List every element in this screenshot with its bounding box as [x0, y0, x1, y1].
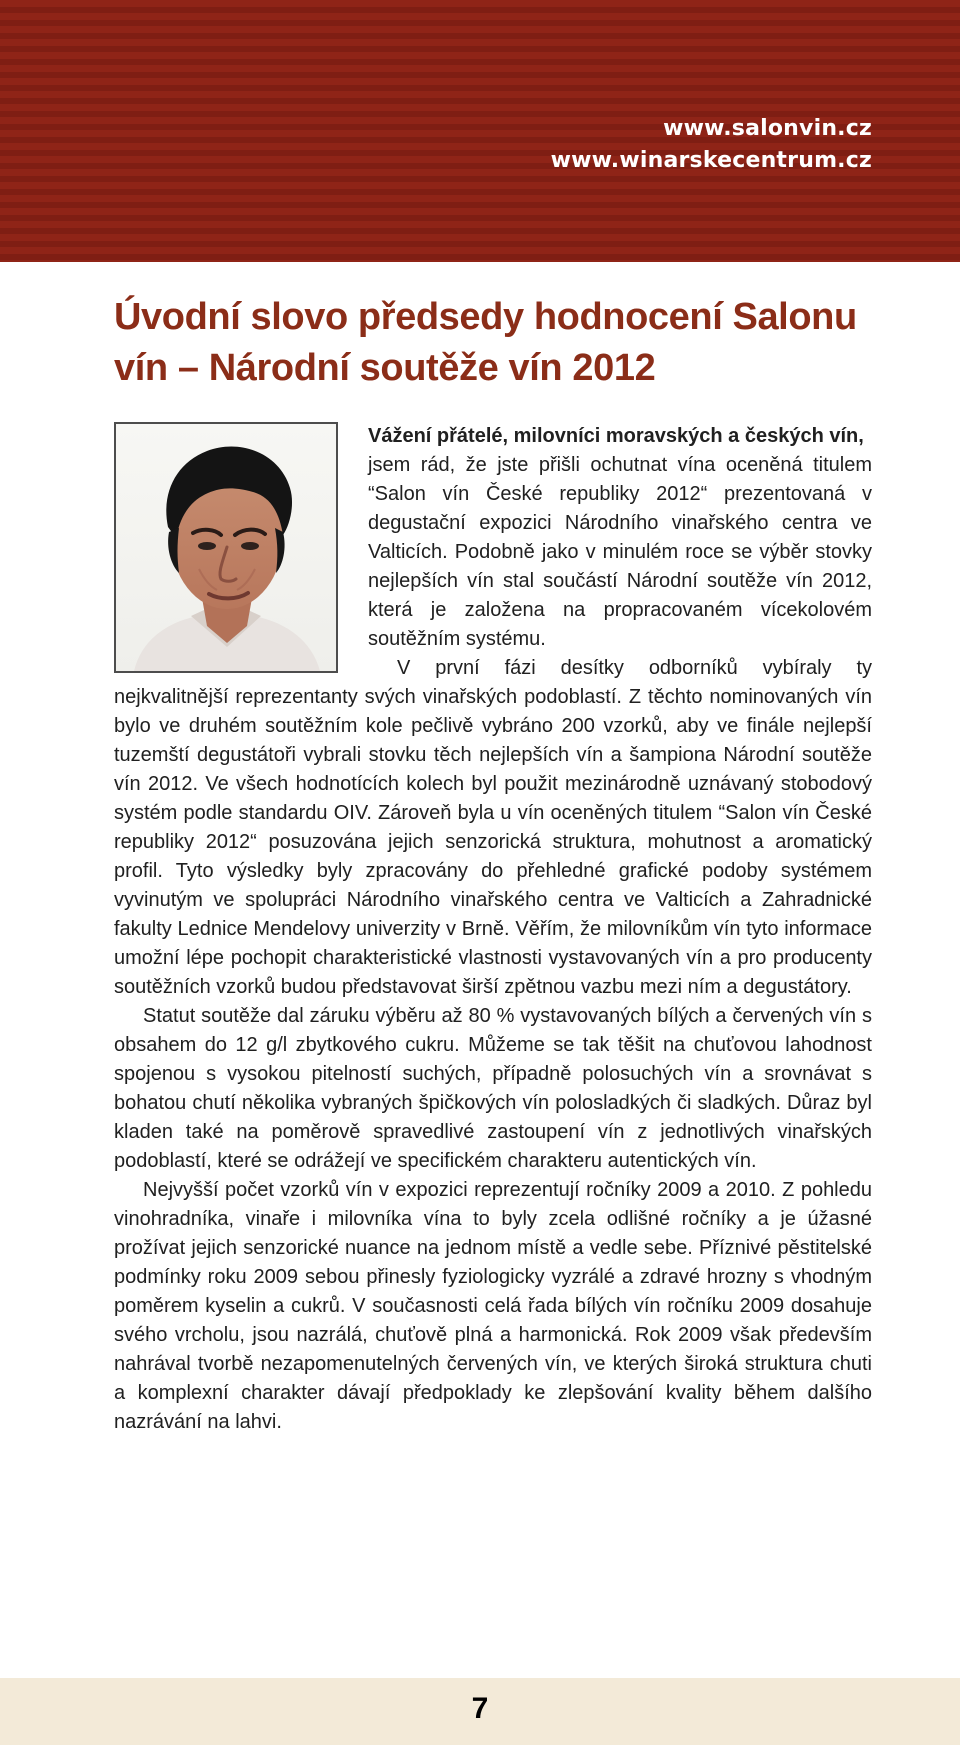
header-links — [551, 113, 872, 177]
photo-wrap-space — [114, 422, 340, 673]
page-title: Úvodní slovo předsedy hodnocení Salonu vín – Národní soutěže vín 2012 — [114, 296, 857, 389]
page-number: 7 — [471, 1692, 489, 1725]
paragraph-4: Nejvyšší počet vzorků vín v expozici reprezentují ročníky 2009 a 2010. Z pohledu vinohradníka, vinaře i milovníka vína to byly zcela odlišné ročníky a je úžasné prožívat jejich senzorické nuance na jednom místě a vedle sebe. Příznivé pěstitelské podmínky roku 2009 sebou přinesly fyziologicky vyzrálé a zdravé hrozny s vhodným poměrem kyselin a cukrů. V současnosti celá řada bílých vín ročníku 2009 dosahuje svého vrcholu, jsou nazrálá, chuťově plná a harmonická. Rok 2009 však především nahrával tvorbě nezapomenutelných červených vín, ve kterých široká struktura chuti a komplexní charakter dávají předpoklady ke zlepšování kvality během dalšího nazrávání na lahvi. — [114, 1179, 872, 1433]
paragraph-1: jsem rád, že jste přišli ochutnat vína oceněná titulem “Salon vín České republiky 2012“ prezentovaná v degustační expozici Národního vinařského centra ve Valticích. Podobně jako v minulém roce se výběr stovky nejlepších vín stal součástí Národní soutěže vín 2012, která je založena na propracovaném vícekolovém soutěžním systému. — [368, 454, 872, 650]
header-band — [0, 0, 960, 262]
greeting: Vážení přátelé, milovníci moravských a českých vín, — [368, 425, 864, 447]
salonvin-link[interactable]: www.salonvin.cz — [663, 116, 872, 141]
article-body — [114, 422, 872, 1437]
paragraph-2: V první fázi desítky odborníků vybíraly ty nejkvalitnější reprezentanty svých vinařských podoblastí. Z těchto nominovaných vín bylo ve druhém soutěžním kole pečlivě vybráno 200 vzorků, aby ve finále nejlepší tuzemští degustátoři vybrali stovku těch nejlepších vín a šampiona Národní soutěže vín 2012. Ve všech hodnotících kolech byl použit mezinárodně uznávaný stobodový systém podle standardu OIV. Zároveň byla u vín oceněných titulem “Salon vín České republiky 2012“ posuzována jejich senzorická struktura, mohutnost a aromatický profil. Tyto výsledky byly zpracovány do přehledné grafické podoby systémem vyvinutým ve spolupráci Národního vinařského centra ve Valticích a Zahradnické fakulty Lednice Mendelovy univerzity v Brně. Věřím, že milovníkům vín tyto informace umožní lépe pochopit charakteristické vlastnosti vystavovaných vín a pro producenty soutěžních vzorků budou představovat širší zpětnou vazbu mezi ním a degustátory. — [114, 657, 872, 998]
paragraph-3: Statut soutěže dal záruku výběru až 80 % vystavovaných bílých a červených vín s obsahem do 12 g/l zbytkového cukru. Můžeme se tak těšit na chuťovou lahodnost spojenou s vysokou pitelností suchých, případně polosuchých vín a srovnávat s bohatou chutí několika vybraných špičkových vín polosladkých či sladkých. Důraz byl kladen také na poměrově spravedlivé zastoupení vín z jednotlivých vinařských podoblastí, které se odrážejí ve specifickém charakteru autentických vín. — [114, 1005, 872, 1172]
winarskecentrum-link[interactable]: www.winarskecentrum.cz — [550, 148, 872, 173]
